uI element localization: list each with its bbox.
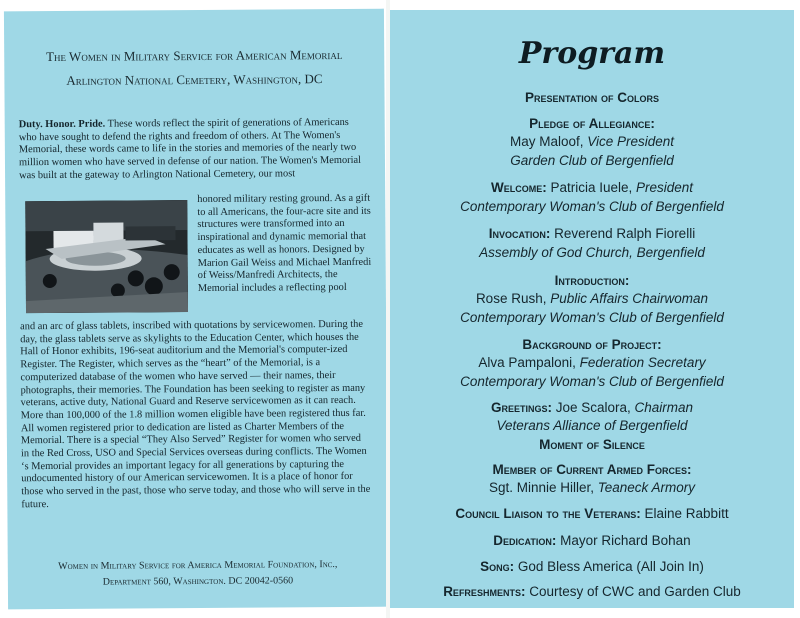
pledge-org: Garden Club of Bergenfield <box>510 153 674 168</box>
member-name: Sgt. Minnie Hiller, <box>488 480 598 495</box>
song-line <box>390 559 794 574</box>
presentation-of-colors: Presentation of Colors <box>525 90 659 105</box>
song-name: God Bless America (All Join In) <box>514 559 704 574</box>
background-org: Contemporary Woman's Club of Bergenfield <box>460 374 724 389</box>
invocation-line <box>390 226 794 241</box>
background-name: Alva Pampaloni, <box>478 355 580 370</box>
refreshments-label: Refreshments: <box>443 584 526 599</box>
foundation-name: Women in Military Service for America Memorial Foundation, Inc., <box>58 559 338 572</box>
foundation-address: Department 560, Washington. DC 20042-0560 <box>102 575 294 588</box>
lead-text: Duty. Honor. Pride. <box>18 118 106 131</box>
welcome-org: Contemporary Woman's Club of Bergenfield <box>460 199 724 214</box>
main-paragraph: and an arc of glass tablets, inscribed with quotations by servicewomen. During the day, the glass tablets serve as skylights to the Education Center, which houses the Hall of Honor exhibits, 196-seat auditorium and the Memorial's computer-ized Register. The Register, which serves as the “heart” of the Memorial, is a computerized database of the women who have served — their names, their photographs, their memories. The Foundation has been seeking to register as many veterans, active duty, National Guard and Reserve servicewomen as it can reach. More than 100,000 of the 1.8 million women eligible have been registered thus far. All women registered prior to dedication are listed as Charter Members of the Memorial. There is a special “They Also Served” Register for women who served in the Red Cross, USO and Special Services overseas during conflicts. The Women ‘s Memorial provides an important legacy for all generations by capturing the undocumented history of our American servicewomen. It is a place of honor for those who served in the past, those who serve today, and those who will serve in the future. <box>20 318 371 511</box>
memorial-photo <box>25 200 188 313</box>
introduction-label: Introduction: <box>554 273 630 288</box>
memorial-location: Arlington National Cemetery, Washington, DC <box>66 71 323 88</box>
background-line <box>390 355 794 370</box>
background-label: Background of Project: <box>522 337 662 352</box>
liaison-name: Elaine Rabbitt <box>640 506 729 521</box>
member-label: Member of Current Armed Forces: <box>492 462 692 477</box>
memorial-photo-image <box>25 200 188 313</box>
invocation-name: Reverend Ralph Fiorelli <box>550 226 696 241</box>
refreshments-name: Courtesy of CWC and Garden Club <box>525 584 741 599</box>
side-paragraph: honored military resting ground. As a gift to all Americans, the four-acre site and its structures were transformed into an inspirational and dynamic memorial that educates as well as honors. Designed by Marion Gail Weiss and Michael Manfredi of Weiss/Manfredi Architects, the Memorial includes a reflecting pool <box>197 192 372 294</box>
pledge-line <box>390 134 794 149</box>
invocation-org: Assembly of God Church, Bergenfield <box>479 245 705 260</box>
welcome-name: Patricia Iuele, <box>546 180 636 195</box>
invocation-label: Invocation: <box>488 226 551 241</box>
program-panel <box>390 10 794 608</box>
intro-text: These words reflect the spirit of generations of Americans who have sought to defend the rights and freedom of others. At The Women's Memorial, these words came to life in the stories and memories of the nearly two million women who have served in defense of our nation. The Women's Memorial was built at the gateway to Arlington National Cemetery, our most <box>18 116 362 182</box>
pledge-label: Pledge of Allegiance: <box>529 116 655 131</box>
memorial-title: The Women in Military Service for American Memorial <box>46 46 343 65</box>
pledge-name: May Maloof, <box>509 134 588 149</box>
greetings-line <box>390 400 794 415</box>
introduction-org: Contemporary Woman's Club of Bergenfield <box>460 310 724 325</box>
welcome-line <box>390 180 794 195</box>
liaison-label: Council Liaison to the Veterans: <box>455 506 641 521</box>
dedication-label: Dedication: <box>493 533 557 548</box>
introduction-line <box>390 291 794 306</box>
refreshments-line <box>390 584 794 599</box>
greetings-org: Veterans Alliance of Bergenfield <box>496 418 688 433</box>
left-panel <box>4 9 388 610</box>
liaison-line <box>390 506 794 521</box>
greetings-name: Joe Scalora, <box>551 400 635 415</box>
moment-of-silence: Moment of Silence <box>539 437 645 452</box>
song-label: Song: <box>480 559 515 574</box>
dedication-line <box>390 533 794 548</box>
welcome-label: Welcome: <box>490 180 547 195</box>
greetings-role: Chairman <box>634 400 694 415</box>
introduction-role: Public Affairs Chairwoman <box>550 291 709 306</box>
member-line <box>390 480 794 495</box>
introduction-name: Rose Rush, <box>475 291 551 306</box>
intro-paragraph <box>19 117 369 183</box>
program-title: Program <box>518 36 666 71</box>
welcome-role: President <box>636 180 694 195</box>
pledge-role: Vice President <box>587 134 675 149</box>
background-role: Federation Secretary <box>579 355 706 370</box>
greetings-label: Greetings: <box>490 400 552 415</box>
member-role: Teaneck Armory <box>597 480 696 495</box>
dedication-name: Mayor Richard Bohan <box>556 533 691 548</box>
